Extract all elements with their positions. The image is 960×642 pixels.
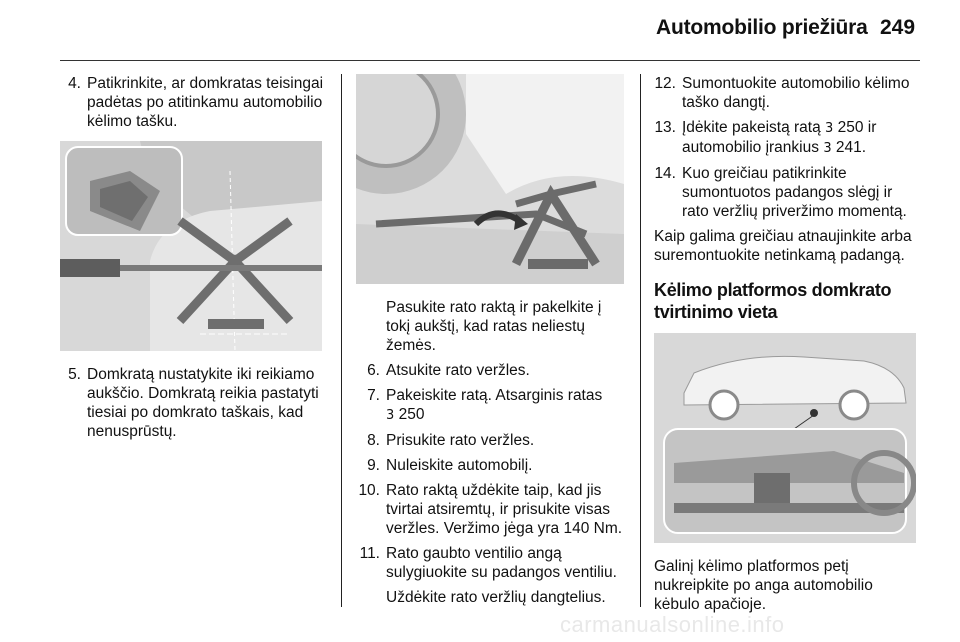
- page-header-title: Automobilio priežiūra: [656, 16, 868, 39]
- step-text: Kuo greičiau patikrinkite sumontuotos padangos slėgį ir rato veržlių priveržimo momentą.: [682, 165, 907, 220]
- step-text: Rato gaubto ventilio angą sulygiuokite su padangos ventiliu.: [386, 545, 617, 581]
- step-number: 14.: [654, 165, 676, 182]
- column-2: [356, 74, 626, 613]
- step-number: 5.: [68, 366, 81, 383]
- step-number: 6.: [367, 362, 380, 379]
- page-number: 249: [880, 16, 916, 39]
- step-9: [356, 456, 626, 475]
- column-3: [654, 74, 922, 620]
- watermark-text: carmanualsonline.info: [560, 612, 785, 637]
- step-text: Prisukite rato veržles.: [386, 432, 535, 449]
- wheel-raising-illustration: [356, 74, 624, 284]
- column-divider-1: [341, 74, 342, 607]
- step-7: [356, 386, 626, 425]
- step-4: [60, 74, 328, 131]
- figure-caption: Galinį kėlimo platformos petį nukreipkite po anga automobilio kėbulo apačioje.: [654, 558, 873, 613]
- step-number: 7.: [367, 387, 380, 404]
- closing-paragraph: Uždėkite rato veržlių dangtelius.: [386, 589, 606, 606]
- page-reference[interactable]: 250: [398, 406, 425, 423]
- step-number: 10.: [358, 482, 380, 499]
- reference-arrow-icon: 3: [386, 408, 395, 423]
- step-text: [386, 386, 626, 425]
- step-5: [60, 365, 328, 441]
- step-number: 11.: [359, 545, 380, 562]
- step-text: Nuleiskite automobilį.: [386, 457, 533, 474]
- car-on-jack-illustration: [356, 74, 624, 284]
- page-reference[interactable]: 250 ir: [837, 119, 877, 136]
- step-text: Domkratą nustatykite iki reikiamo aukščio. Domkratą reikia pastatyti tiesiai po domkrato taškais, kad nenusprūstų.: [87, 366, 319, 440]
- intro-paragraph: Pasukite rato raktą ir pakelkite į tokį aukštį, kad ratas neliestų žemės.: [386, 299, 602, 354]
- step-14: [654, 164, 922, 221]
- step-12: [654, 74, 922, 112]
- step-text-part: Pakeiskite ratą. Atsarginis ratas: [386, 387, 603, 404]
- header-divider: [60, 60, 920, 61]
- page-reference[interactable]: 241.: [835, 139, 867, 156]
- step-number: 9.: [367, 457, 380, 474]
- lift-point-illustration: [654, 333, 916, 543]
- step-text: Sumontuokite automobilio kėlimo taško dangtį.: [682, 75, 910, 111]
- step-number: 8.: [367, 432, 380, 449]
- section-heading: Kėlimo platformos domkrato tvirtinimo vieta: [654, 280, 892, 322]
- step-6: [356, 361, 626, 380]
- step-number: 4.: [68, 75, 81, 92]
- step-number: 12.: [654, 75, 676, 92]
- step-number: 13.: [654, 119, 676, 136]
- step-text-part: Įdėkite pakeistą ratą: [682, 119, 821, 136]
- reference-arrow-icon: 3: [823, 141, 832, 156]
- step-10: [356, 481, 626, 538]
- step-8: [356, 431, 626, 450]
- step-text: Atsukite rato veržles.: [386, 362, 530, 379]
- reference-arrow-icon: 3: [825, 121, 834, 136]
- step-text: Patikrinkite, ar domkratas teisingai padėtas po atitinkamu automobilio kėlimo tašku.: [87, 75, 324, 130]
- lift-platform-illustration: [654, 333, 916, 543]
- step-text: [682, 118, 922, 158]
- column-1: [60, 74, 328, 447]
- tire-note: Kaip galima greičiau atnaujinkite arba suremontuokite netinkamą padangą.: [654, 228, 912, 264]
- column-divider-2: [640, 74, 641, 607]
- step-13: [654, 118, 922, 158]
- jack-placement-illustration: [60, 141, 322, 351]
- step-text-part: automobilio įrankius: [682, 139, 819, 156]
- step-text: Rato raktą uždėkite taip, kad jis tvirtai atsiremtų, ir prisukite visas veržles. Veržimo jėga yra 140 Nm.: [386, 482, 623, 537]
- step-11: [356, 544, 626, 582]
- scissor-jack-illustration: [60, 141, 322, 351]
